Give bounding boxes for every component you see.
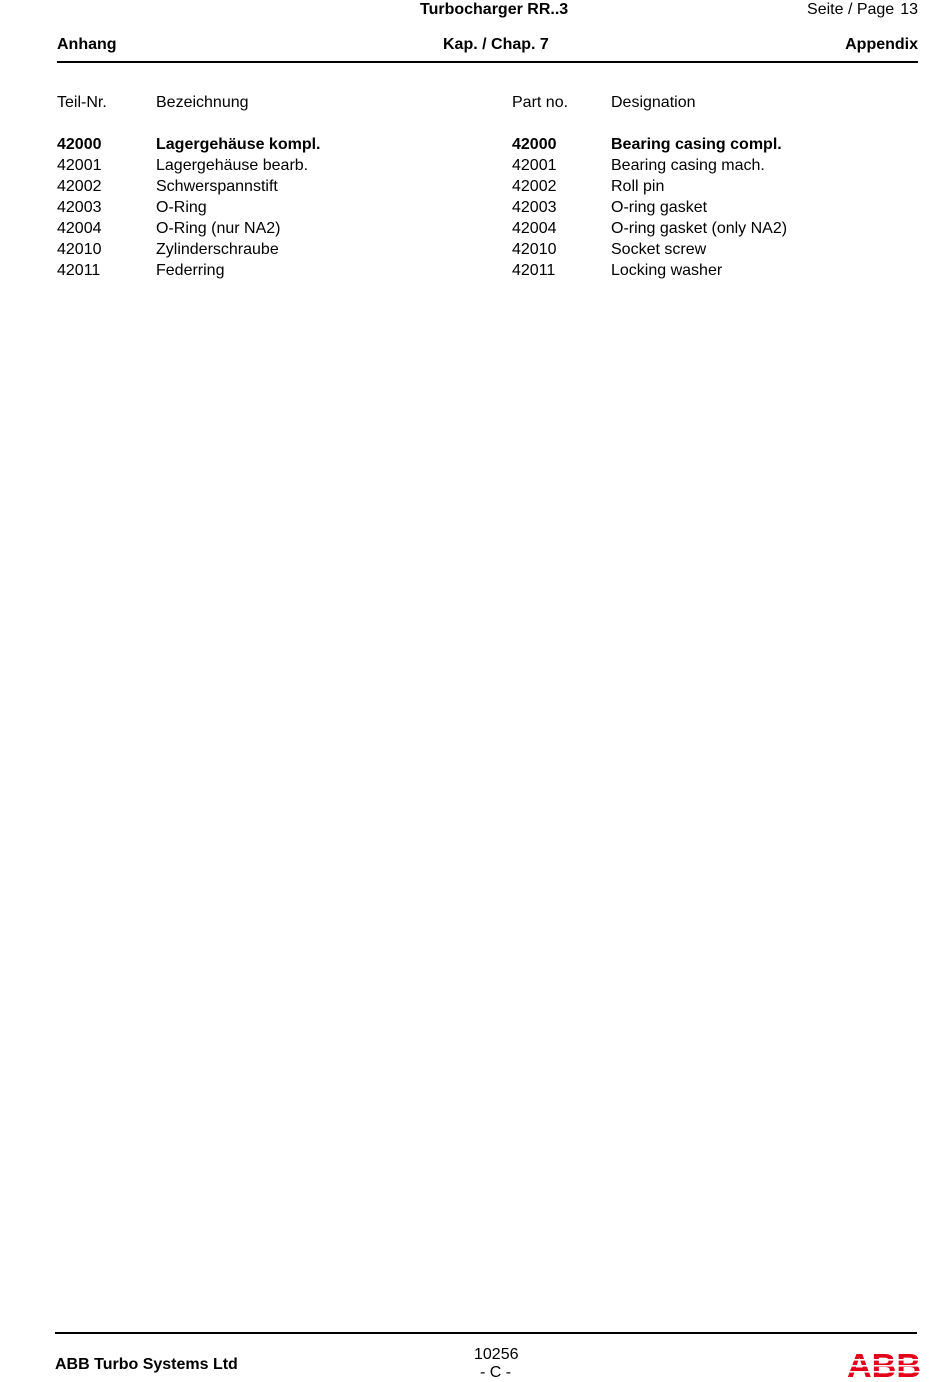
- chapter-label: Kap. / Chap. 7: [443, 36, 549, 53]
- header-divider: [57, 61, 918, 63]
- part-number-en: 42010: [512, 241, 557, 258]
- page-indicator: [807, 1, 918, 19]
- column-header-designation-de: Bezeichnung: [156, 94, 249, 111]
- designation-en: Locking washer: [611, 262, 723, 279]
- designation-de: Schwerspannstift: [156, 178, 278, 195]
- abb-logo: [846, 1350, 922, 1380]
- table-row: [0, 136, 950, 157]
- document-number: 10256: [474, 1346, 519, 1363]
- column-header-part-no-en: Part no.: [512, 94, 569, 111]
- designation-en: Bearing casing mach.: [611, 157, 765, 174]
- part-number-de: 42003: [57, 199, 102, 216]
- designation-en: O-ring gasket (only NA2): [611, 220, 788, 237]
- designation-de: Lagergehäuse kompl.: [156, 136, 321, 153]
- designation-de: Lagergehäuse bearb.: [156, 157, 309, 174]
- part-number-de: 42011: [57, 262, 101, 279]
- part-number-en: 42004: [512, 220, 557, 237]
- part-number-de: 42010: [57, 241, 102, 258]
- part-number-en: 42003: [512, 199, 557, 216]
- designation-de: Federring: [156, 262, 225, 279]
- table-row: [0, 262, 950, 283]
- designation-en: Socket screw: [611, 241, 707, 258]
- section-label-en: Appendix: [845, 36, 918, 53]
- designation-en: O-ring gasket: [611, 199, 708, 216]
- part-number-de: 42002: [57, 178, 102, 195]
- revision-label: - C -: [480, 1364, 512, 1381]
- section-label-de: Anhang: [57, 36, 117, 53]
- document-title: Turbocharger RR..3: [420, 1, 569, 18]
- part-number-de: 42001: [57, 157, 102, 174]
- company-name: ABB Turbo Systems Ltd: [55, 1356, 238, 1373]
- designation-de: O-Ring (nur NA2): [156, 220, 281, 237]
- table-row: [0, 157, 950, 178]
- designation-en: Roll pin: [611, 178, 665, 195]
- table-header-row: [0, 94, 950, 115]
- designation-de: Zylinderschraube: [156, 241, 279, 258]
- designation-de: O-Ring: [156, 199, 207, 216]
- page-label: Seite / Page: [807, 1, 895, 18]
- part-number-de: 42004: [57, 220, 102, 237]
- table-row: [0, 199, 950, 220]
- table-row: [0, 178, 950, 199]
- table-row: [0, 220, 950, 241]
- designation-en: Bearing casing compl.: [611, 136, 782, 153]
- column-header-part-no-de: Teil-Nr.: [57, 94, 107, 111]
- part-number-en: 42002: [512, 178, 557, 195]
- footer-divider: [55, 1332, 917, 1334]
- part-number-en: 42000: [512, 136, 557, 153]
- part-number-de: 42000: [57, 136, 102, 153]
- part-number-en: 42011: [512, 262, 556, 279]
- column-header-designation-en: Designation: [611, 94, 696, 111]
- part-number-en: 42001: [512, 157, 557, 174]
- page-number: 13: [900, 1, 918, 18]
- table-row: [0, 241, 950, 262]
